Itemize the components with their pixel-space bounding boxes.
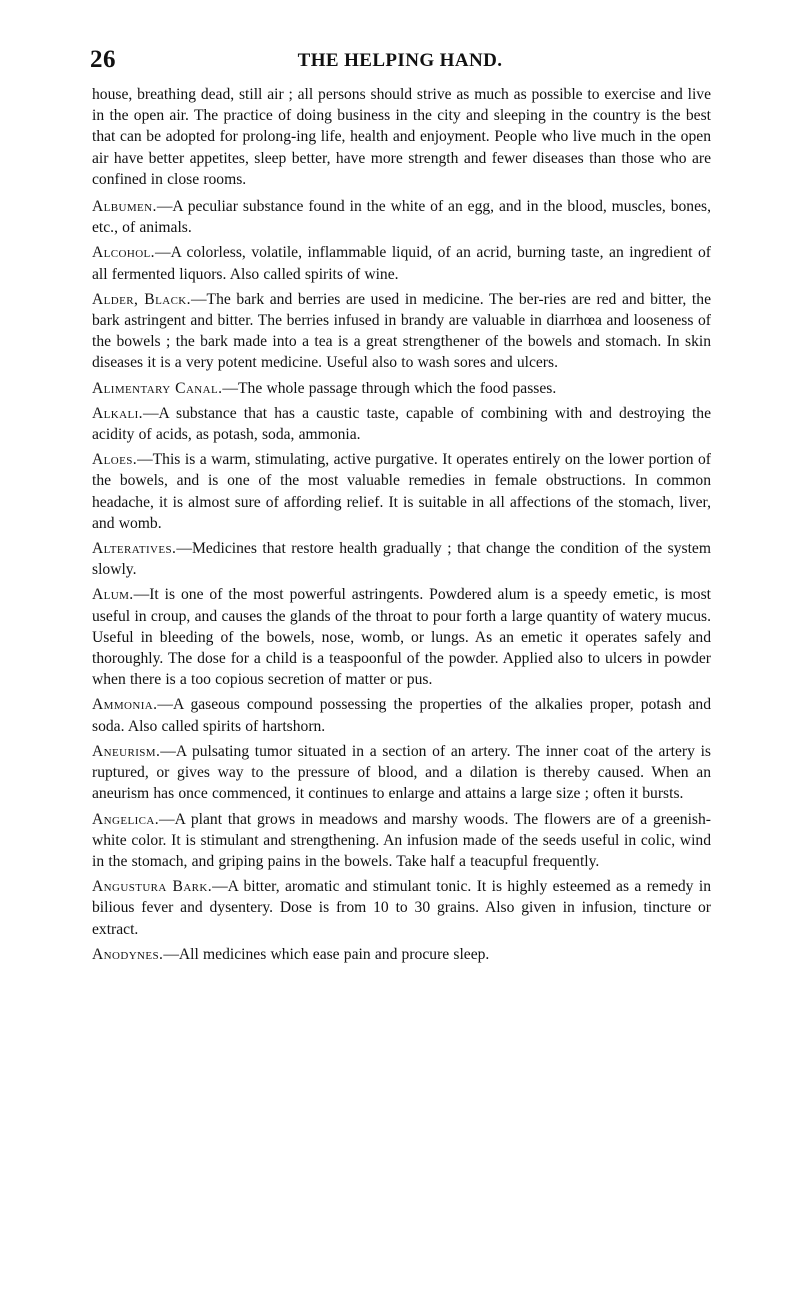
entry-text: —All medicines which ease pain and procure sleep. (163, 945, 490, 963)
entry-term: Albumen. (92, 198, 157, 216)
entry-anodynes (92, 944, 711, 965)
entry-text: —A gaseous compound possessing the properties of the alkalies proper, potash and soda. Also called spirits of hartshorn. (92, 696, 711, 735)
entry-alcohol (92, 242, 711, 284)
opening-paragraph: house, breathing dead, still air ; all persons should strive as much as possible to exercise and live in the open air. The practice of doing business in the city and sleeping in the country is the best that can be adopted for prolong-ing life, health and enjoyment. People who live much in the open air have better appetites, sleep better, have more strength and fewer diseases than those who are confined in close rooms. (92, 86, 711, 188)
entry-text: —A plant that grows in meadows and marshy woods. The flowers are of a greenish-white color. It is stimulant and strengthening. An infusion made of the seeds useful in colic, wind in the stomach, and griping pains in the bowels. Take half a teacupful frequently. (92, 810, 711, 870)
entry-term: Angelica. (92, 810, 160, 828)
entry-alimentary-canal (92, 378, 711, 399)
entry-term: Alum. (92, 586, 134, 604)
entry-term: Aneurism. (92, 742, 161, 760)
entry-term: Alimentary Canal. (92, 379, 223, 397)
page-body (92, 84, 711, 969)
entry-text: —This is a warm, stimulating, active purgative. It operates entirely on the lower portion of the bowels, and is one of the most valuable remedies in female obstructions. In common headache, it is almost sure of affording relief. It is suitable in all affections of the stomach, liver, and womb. (92, 451, 711, 532)
entry-alteratives (92, 538, 711, 580)
entry-term: Anodynes. (92, 945, 164, 963)
page-header (90, 46, 710, 76)
entry-text: —Medicines that restore health gradually ; that change the condition of the system slowly. (92, 540, 711, 579)
entry-text: —The bark and berries are used in medicine. The ber-ries are red and bitter, the bark astringent and bitter. The berries infused in brandy are valuable in diarrhœa and looseness of the bowels ; the bark made into a tea is a great strengthener of the bowels and stomach. In skin diseases it is a very potent medicine. Useful also to wash sores and ulcers. (92, 290, 711, 372)
entry-alum (92, 584, 711, 690)
entry-text: —A peculiar substance found in the white of an egg, and in the blood, muscles, bones, etc., of animals. (92, 198, 711, 237)
entry-albumen (92, 196, 711, 238)
entry-term: Alkali. (92, 404, 143, 422)
entry-aneurism (92, 741, 711, 805)
entry-term: Aloes. (92, 451, 138, 469)
entry-angelica (92, 809, 711, 873)
entry-term: Alcohol. (92, 244, 155, 262)
entry-alder-black (92, 289, 711, 374)
entry-term: Alder, Black. (92, 290, 191, 308)
entry-aloes (92, 449, 711, 534)
entry-term: Alteratives. (92, 540, 177, 558)
entry-angustura-bark (92, 876, 711, 940)
page-number: 26 (90, 46, 116, 73)
entry-text: —It is one of the most powerful astringents. Powdered alum is a speedy emetic, is most useful in croup, and causes the glands of the throat to pour forth a large quantity of watery mucus. Useful in bleeding of the bowels, nose, womb, or lungs. As an emetic it operates safely and thoroughly. The dose for a child is a teaspoonful of the powder. Applied also to ulcers in powder when there is a too copious secretion of matter or pus. (92, 586, 711, 689)
entry-text: —A substance that has a caustic taste, capable of combining with and destroying the acidity of acids, as potash, soda, ammonia. (92, 404, 711, 444)
entry-text: —A pulsating tumor situated in a section of an artery. The inner coat of the artery is ruptured, or gives way to the pressure of blood, and a dilation is thereby caused. When an aneurism has once commenced, it continues to enlarge and attains a large size ; often it bursts. (92, 742, 711, 803)
entry-term: Angustura Bark. (92, 878, 213, 896)
entry-ammonia (92, 694, 711, 736)
running-head: THE HELPING HAND. (297, 50, 503, 71)
entry-alkali (92, 403, 711, 445)
entry-text: —A colorless, volatile, inflammable liquid, of an acrid, burning taste, an ingredient of all fermented liquors. Also called spirits of wine. (92, 244, 711, 283)
entry-text: —The whole passage through which the food passes. (222, 379, 557, 397)
entry-term: Ammonia. (92, 696, 158, 714)
entry-text: —A bitter, aromatic and stimulant tonic. It is highly esteemed as a remedy in bilious fever and dysentery. Dose is from 10 to 30 grains. Also given in infusion, tincture or extract. (92, 878, 711, 938)
